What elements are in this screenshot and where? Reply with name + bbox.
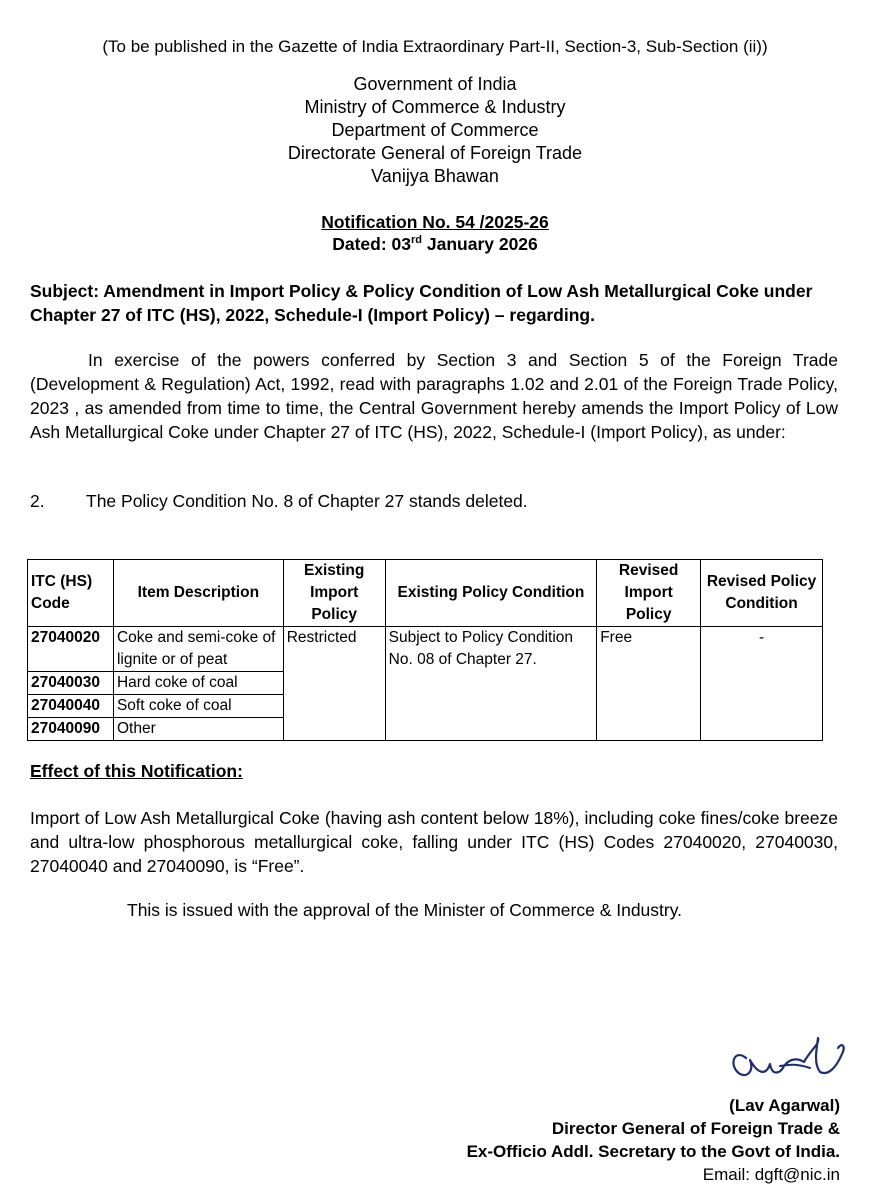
header-itc-code: ITC (HS) Code	[28, 560, 114, 627]
itc-code-cell: 27040040	[28, 695, 114, 718]
approval-note: This is issued with the approval of the Minister of Commerce & Industry.	[127, 900, 683, 920]
date-ordinal: rd	[411, 234, 422, 247]
paragraph-2-number: 2.	[30, 491, 45, 511]
table-row	[28, 627, 823, 672]
effect-text: Import of Low Ash Metallurgical Coke (having ash content below 18%), including coke fines/coke breeze and ultra-low phosphorous metallurgical coke, falling under ITC (HS) Codes 27040020, 27040030, 27040040 and 27040090, is “Free”.	[30, 808, 838, 876]
paragraph-2-text: The Policy Condition No. 8 of Chapter 27 stands deleted.	[86, 491, 528, 511]
signatory-name: (Lav Agarwal)	[729, 1096, 840, 1115]
signatory-block	[467, 1094, 840, 1186]
gazette-note: (To be published in the Gazette of India Extraordinary Part-II, Section-3, Sub-Section (ii))	[102, 37, 768, 56]
notification-heading	[0, 211, 870, 255]
itc-code-cell: 27040090	[28, 718, 114, 741]
policy-table	[27, 559, 823, 741]
header-existing-import-policy: Existing Import Policy	[283, 560, 385, 627]
government-line: Government of India	[353, 74, 517, 94]
paragraph-2	[30, 491, 528, 512]
paragraph-1: In exercise of the powers conferred by Section 3 and Section 5 of the Foreign Trade (Development & Regulation) Act, 1992, read with paragraphs 1.02 and 2.01 of the Foreign Trade Policy, 2023 , as amended from time to time, the Central Government hereby amends the Import Policy of Low Ash Metallurgical Coke under Chapter 27 of ITC (HS), 2022, Schedule-I (Import Policy), as under:	[30, 350, 838, 442]
signatory-designation: Ex-Officio Addl. Secretary to the Govt of India.	[466, 1142, 840, 1161]
directorate-line: Directorate General of Foreign Trade	[287, 143, 583, 163]
revised-policy-condition-cell: -	[701, 627, 823, 741]
itc-code-cell: 27040030	[28, 672, 114, 695]
effect-heading: Effect of this Notification:	[30, 761, 243, 781]
description-cell: Hard coke of coal	[113, 672, 283, 695]
ministry-line: Ministry of Commerce & Industry	[304, 97, 566, 117]
description-cell: Coke and semi-coke of lignite or of peat	[113, 627, 283, 672]
department-line: Department of Commerce	[331, 120, 539, 140]
issuing-authority	[0, 73, 870, 188]
header-item-description: Item Description	[113, 560, 283, 627]
signatory-email: Email: dgft@nic.in	[702, 1165, 840, 1184]
signature-icon	[720, 1018, 860, 1088]
itc-code-cell: 27040020	[28, 627, 114, 672]
description-cell: Soft coke of coal	[113, 695, 283, 718]
date-prefix: Dated: 03	[332, 234, 411, 254]
notification-date	[0, 233, 870, 255]
notification-number: Notification No. 54 /2025-26	[321, 212, 549, 232]
header-existing-policy-condition: Existing Policy Condition	[385, 560, 597, 627]
existing-import-policy-cell: Restricted	[283, 627, 385, 741]
date-suffix: January 2026	[422, 234, 538, 254]
header-revised-import-policy: Revised Import Policy	[597, 560, 701, 627]
existing-policy-condition-cell: Subject to Policy Condition No. 08 of Chapter 27.	[385, 627, 597, 741]
revised-import-policy-cell: Free	[597, 627, 701, 741]
description-cell: Other	[113, 718, 283, 741]
subject-line: Subject: Amendment in Import Policy & Policy Condition of Low Ash Metallurgical Coke under Chapter 27 of ITC (HS), 2022, Schedule-I (Import Policy) – regarding.	[30, 281, 813, 325]
building-line: Vanijya Bhawan	[371, 166, 499, 186]
signatory-title: Director General of Foreign Trade &	[551, 1119, 840, 1138]
header-revised-policy-condition: Revised Policy Condition	[701, 560, 823, 627]
table-header-row	[28, 560, 823, 627]
